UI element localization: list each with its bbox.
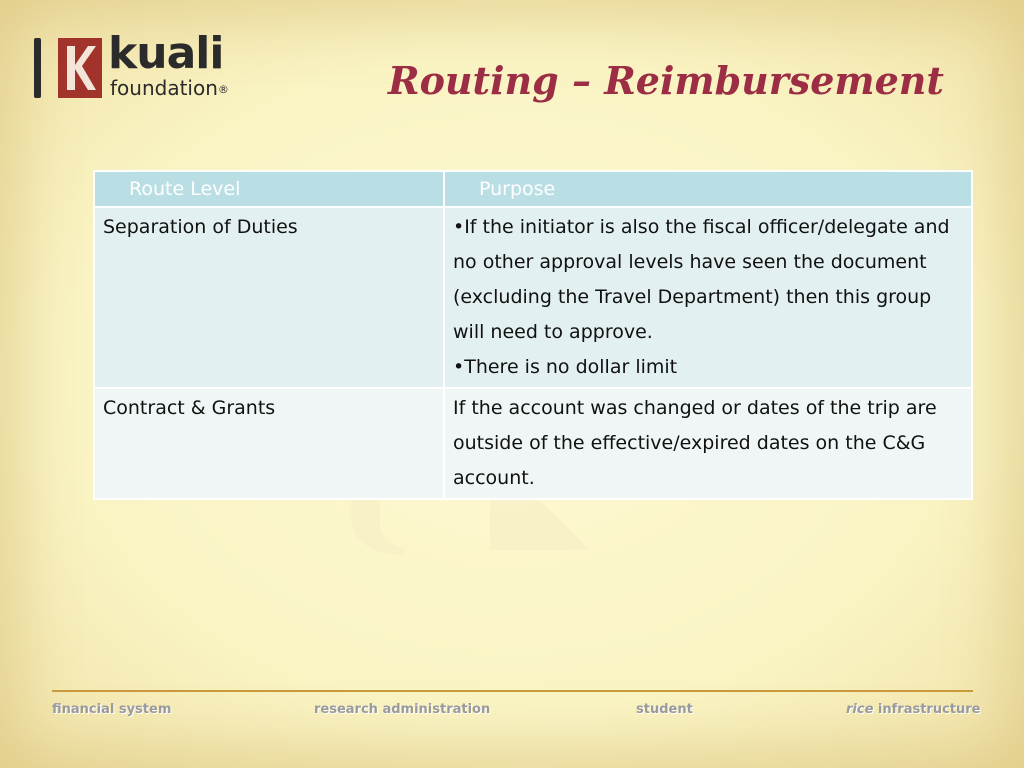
table-row [94, 207, 972, 388]
route-level-cell: Contract & Grants [94, 388, 444, 499]
footer-infrastructure-word: infrastructure [873, 702, 981, 717]
registered-mark: ® [217, 83, 229, 96]
purpose-text: If the account was changed or dates of the trip are outside of the effective/expired dates on the C&G account. [453, 397, 937, 489]
purpose-bullet: •If the initiator is also the fiscal officer/delegate and no other approval levels have seen the document (excluding the Travel Department) then this group will need to approve. [453, 216, 950, 343]
logo-word-kuali: kuali [108, 28, 224, 79]
route-level-cell: Separation of Duties [94, 207, 444, 388]
table-header-row [94, 171, 972, 207]
footer-divider [52, 690, 973, 692]
footer-student: student [636, 702, 693, 717]
purpose-cell [444, 388, 972, 499]
logo-bar [34, 38, 41, 98]
kuali-foundation-logo [34, 28, 294, 104]
footer-rice-word: rice [846, 702, 874, 717]
header-purpose: Purpose [444, 171, 972, 207]
footer-rice-infrastructure [846, 702, 981, 717]
footer-research-administration: research administration [314, 702, 491, 717]
purpose-cell [444, 207, 972, 388]
slide-title: Routing – Reimbursement [388, 58, 944, 103]
footer-financial-system: financial system [52, 702, 172, 717]
header-route-level: Route Level [94, 171, 444, 207]
purpose-bullet: •There is no dollar limit [453, 356, 678, 378]
table-row [94, 388, 972, 499]
logo-word-foundation: foundation® [110, 76, 229, 100]
routing-table [93, 170, 973, 500]
logo-k-icon [58, 38, 102, 98]
